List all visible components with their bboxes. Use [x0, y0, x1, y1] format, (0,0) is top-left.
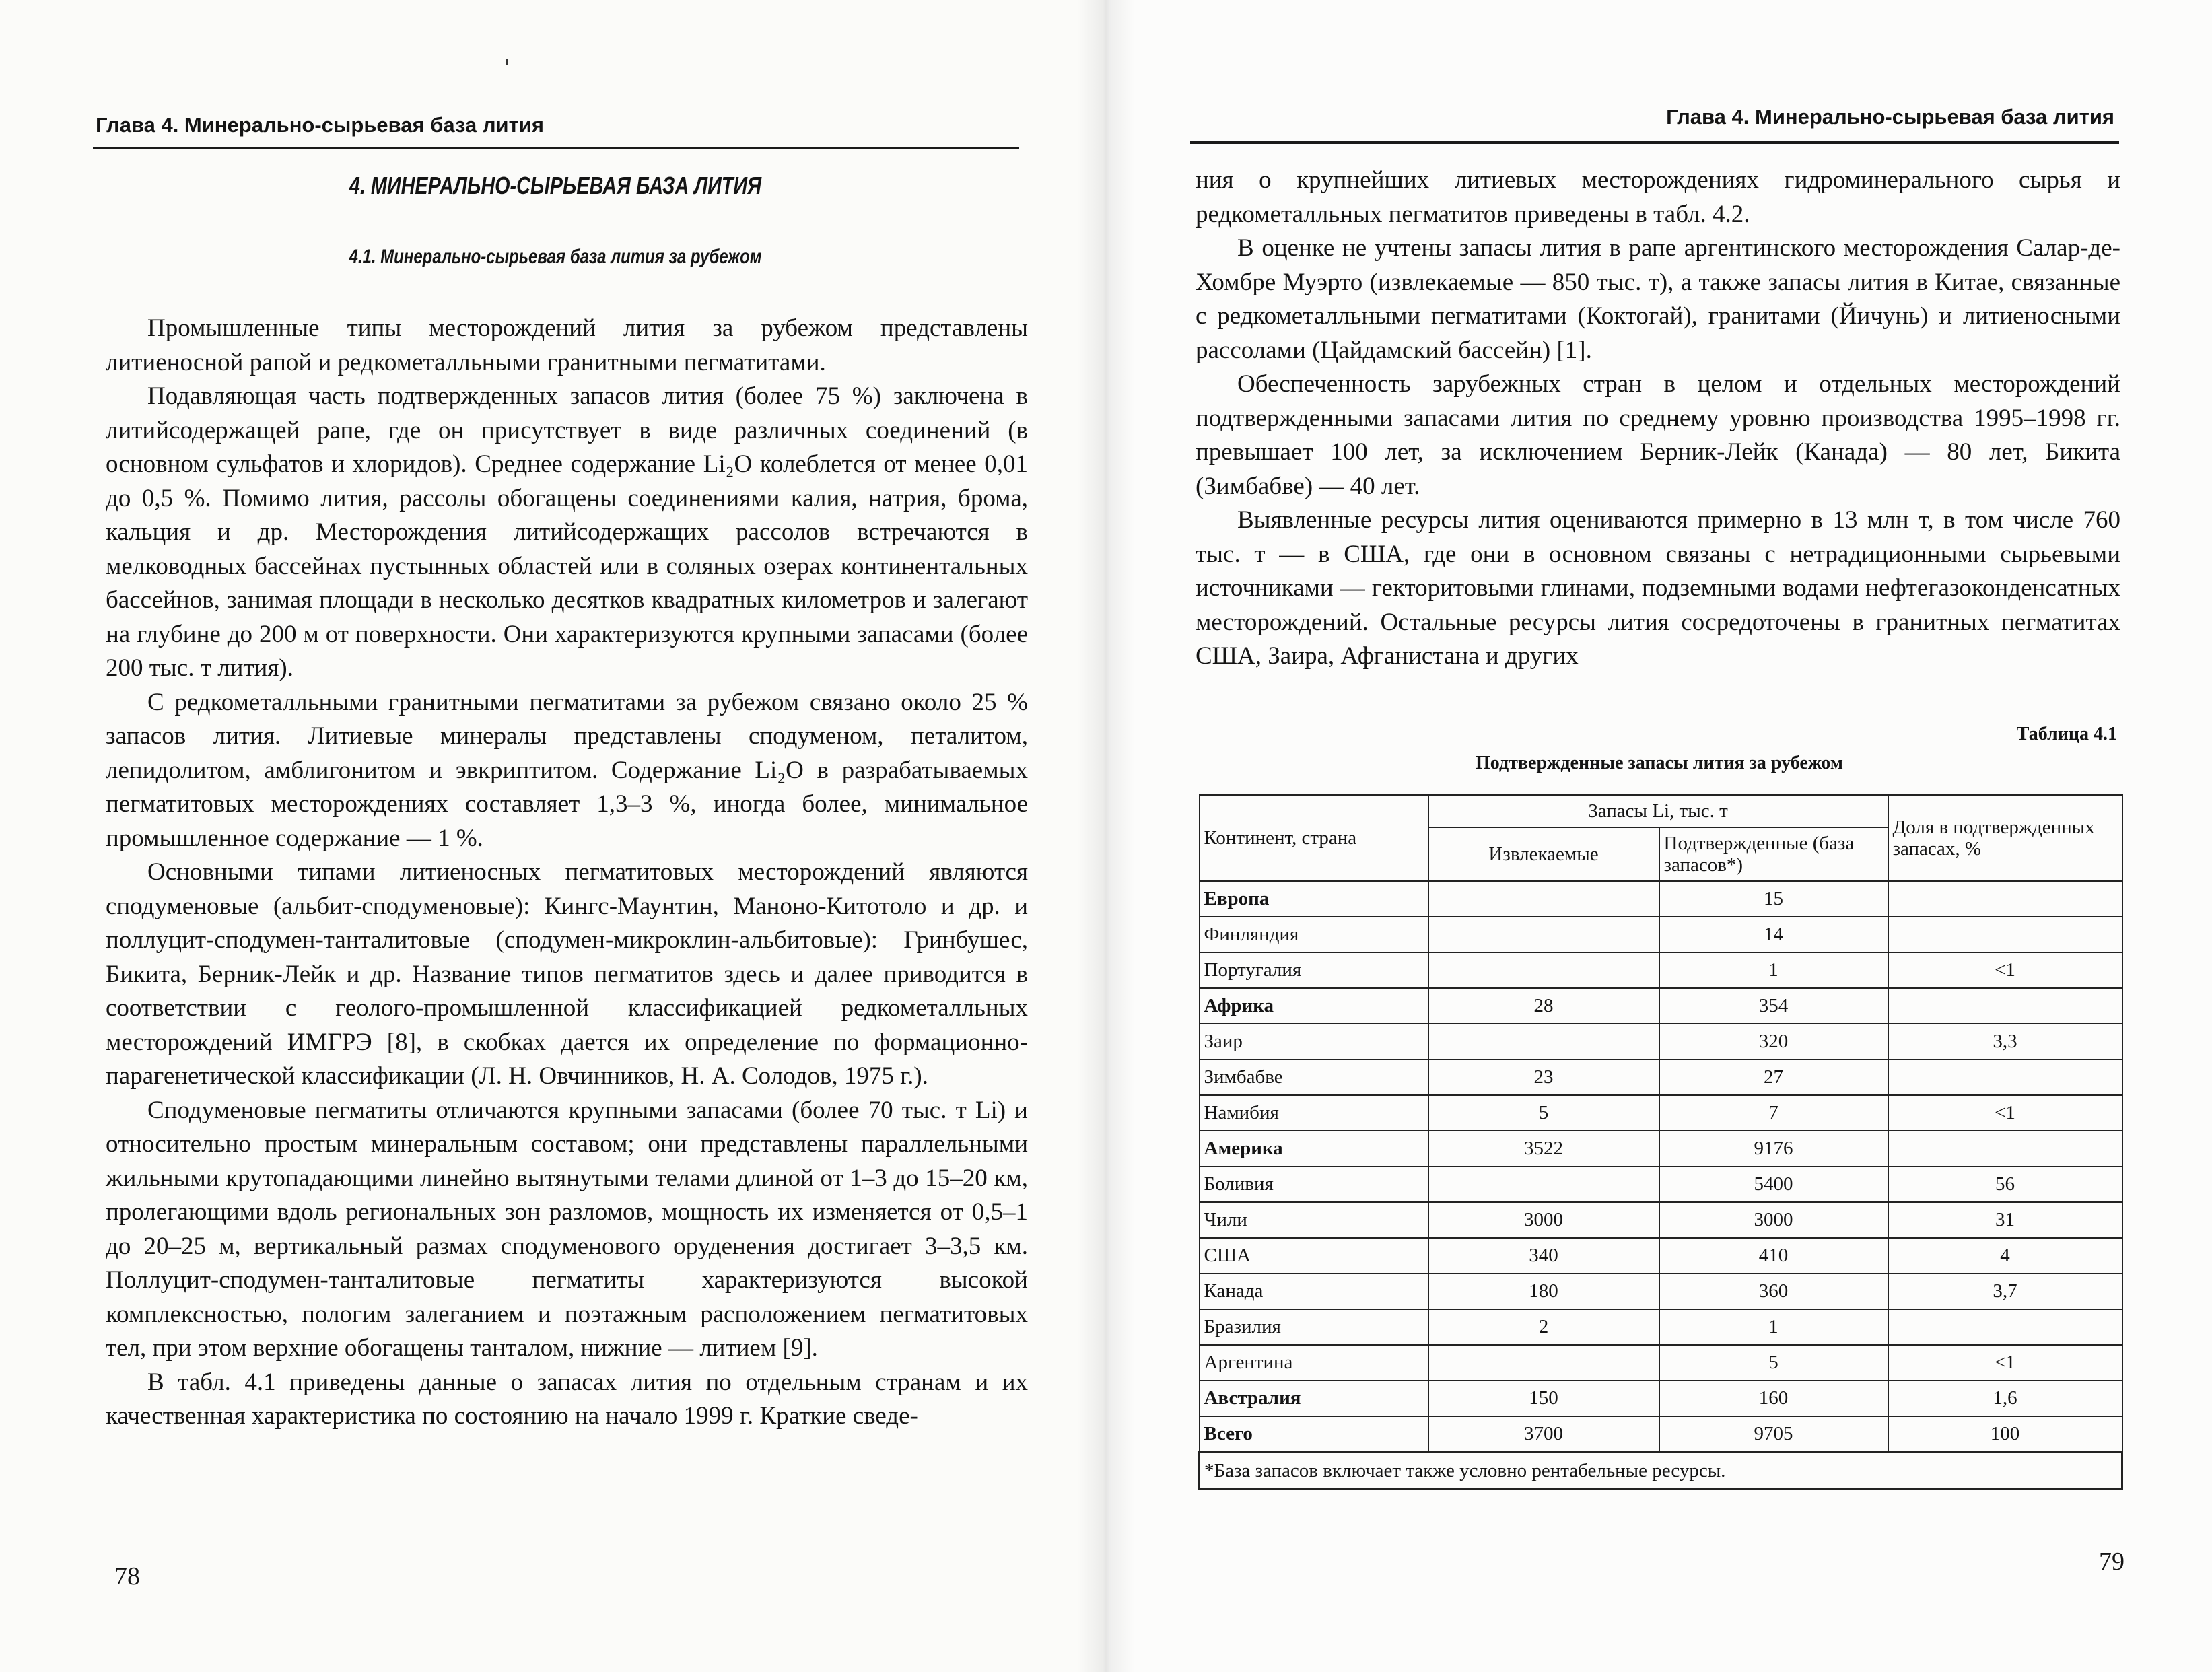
cell-share: 3,3 [1888, 1024, 2122, 1059]
table-row [1200, 1131, 2122, 1166]
left-page-number: 78 [114, 1562, 140, 1591]
cell-share [1888, 917, 2122, 952]
cell-confirmed: 14 [1659, 917, 1888, 952]
cell-confirmed: 27 [1659, 1059, 1888, 1095]
cell-share [1888, 1059, 2122, 1095]
cell-recoverable: 3700 [1428, 1416, 1659, 1453]
cell-confirmed: 3000 [1659, 1202, 1888, 1238]
cell-country: Зимбабве [1200, 1059, 1428, 1095]
cell-country: Всего [1200, 1416, 1428, 1453]
table-body [1200, 881, 2122, 1453]
cell-country: Боливия [1200, 1166, 1428, 1202]
cell-share: <1 [1888, 1345, 2122, 1381]
table-row [1200, 1059, 2122, 1095]
cell-confirmed: 9176 [1659, 1131, 1888, 1166]
cell-share [1888, 1309, 2122, 1345]
table-row [1200, 1202, 2122, 1238]
cell-confirmed: 15 [1659, 881, 1888, 917]
cell-recoverable [1428, 1166, 1659, 1202]
table-row [1200, 1238, 2122, 1274]
cell-confirmed: 354 [1659, 988, 1888, 1024]
cell-share: <1 [1888, 952, 2122, 988]
table-number: Таблица 4.1 [2016, 724, 2117, 744]
table-row [1200, 1345, 2122, 1381]
paragraph: С редкометалльными гранитными пегматитами за рубежом связано около 25 % запасов лития. Литиевые минералы представлены сподуменом, петалитом, лепидолитом, амблигонитом и эвкриптитом. Содержание Li₂O в разрабатываемых пегматитовых месторождениях составляет 1,3–3 %, иногда более, минимальное промышленное содержание — 1 %. [106, 688, 1028, 852]
cell-share: 1,6 [1888, 1381, 2122, 1416]
cell-confirmed: 7 [1659, 1095, 1888, 1131]
cell-recoverable: 3000 [1428, 1202, 1659, 1238]
left-body-text [106, 312, 1028, 1434]
cell-confirmed: 5 [1659, 1345, 1888, 1381]
header-confirmed: Подтвержденные (база запасов*) [1659, 827, 1888, 881]
lithium-reserves-table [1198, 794, 2123, 1490]
table-title: Подтвержденные запасы лития за рубежом [1476, 753, 1843, 773]
cell-country: Европа [1200, 881, 1428, 917]
cell-confirmed: 320 [1659, 1024, 1888, 1059]
paragraph: Основными типами литиеносных пегматитовых месторождений являются сподуменовые (альбит-сподуменовые): Кингс-Маунтин, Маноно-Китотоло и др. и поллуцит-сподумен-танталитовые (сподумен-микроклин-альбитовые): Гринбушес, Бикита, Берник-Лейк и др. Название типов пегматитов здесь и далее приводится в соответствии с геолого-промышленной классификацией редкометалльных месторождений ИМГРЭ [8], в скобках дается их определение по формационно-парагенетической классификации (Л. Н. Овчинников, Н. А. Солодов, 1975 г.). [106, 858, 1028, 1090]
cell-recoverable: 180 [1428, 1274, 1659, 1309]
cell-recoverable [1428, 881, 1659, 917]
right-header-rule [1190, 141, 2119, 144]
cell-country: Аргентина [1200, 1345, 1428, 1381]
header-reserves-group: Запасы Li, тыс. т [1428, 795, 1888, 827]
cell-recoverable [1428, 1024, 1659, 1059]
cell-recoverable: 5 [1428, 1095, 1659, 1131]
cell-share: 100 [1888, 1416, 2122, 1453]
table-row [1200, 881, 2122, 917]
left-running-head: Глава 4. Минерально-сырьевая база лития [96, 113, 544, 137]
paragraph: В оценке не учтены запасы лития в рапе аргентинского месторождения Салар-де-Хомбре Муэрто (извлекаемые — 850 тыс. т), а также запасы лития в Китае, связанные с редкометалльными пегматитами (Коктогай), гранитами (Йичунь) и литиеносными рассолами (Цайдамский бассейн) [1]. [1196, 234, 2120, 364]
cell-confirmed: 360 [1659, 1274, 1888, 1309]
cell-country: Африка [1200, 988, 1428, 1024]
right-body-text [1196, 164, 2120, 674]
cell-country: Намибия [1200, 1095, 1428, 1131]
cell-country: Австралия [1200, 1381, 1428, 1416]
cell-share [1888, 1131, 2122, 1166]
table-row [1200, 1381, 2122, 1416]
cell-share [1888, 988, 2122, 1024]
cell-share [1888, 881, 2122, 917]
section-title: 4.1. Минерально-сырьевая база лития за рубежом [349, 246, 762, 268]
table-row [1200, 1309, 2122, 1345]
paragraph: Промышленные типы месторождений лития за рубежом представлены литиеносной рапой и редкометалльными гранитными пегматитами. [106, 314, 1028, 376]
paragraph: ния о крупнейших литиевых месторождениях гидроминерального сырья и редкометалльных пегматитов приведены в табл. 4.2. [1196, 166, 2120, 228]
right-running-head: Глава 4. Минерально-сырьевая база лития [1666, 105, 2114, 129]
paragraph: Обеспеченность зарубежных стран в целом и отдельных месторождений подтвержденными запасами лития по среднему уровню производства 1995–1998 гг. превышает 100 лет, за исключением Берник-Лейк (Канада) — 80 лет, Бикита (Зимбабве) — 40 лет. [1196, 370, 2120, 500]
table-row [1200, 1095, 2122, 1131]
cell-country: Португалия [1200, 952, 1428, 988]
cell-share: 4 [1888, 1238, 2122, 1274]
table-row [1200, 1024, 2122, 1059]
cell-recoverable: 3522 [1428, 1131, 1659, 1166]
cell-country: США [1200, 1238, 1428, 1274]
cell-recoverable: 23 [1428, 1059, 1659, 1095]
cell-confirmed: 160 [1659, 1381, 1888, 1416]
cell-share: 56 [1888, 1166, 2122, 1202]
table-row [1200, 988, 2122, 1024]
table-row [1200, 952, 2122, 988]
right-page-number: 79 [2099, 1547, 2124, 1576]
cell-recoverable: 2 [1428, 1309, 1659, 1345]
cell-recoverable: 150 [1428, 1381, 1659, 1416]
cell-confirmed: 1 [1659, 952, 1888, 988]
table-row [1200, 917, 2122, 952]
cell-country: Заир [1200, 1024, 1428, 1059]
chapter-title: 4. МИНЕРАЛЬНО-СЫРЬЕВАЯ БАЗА ЛИТИЯ [349, 172, 762, 199]
cell-confirmed: 5400 [1659, 1166, 1888, 1202]
cell-share: 3,7 [1888, 1274, 2122, 1309]
cell-country: Америка [1200, 1131, 1428, 1166]
cell-confirmed: 9705 [1659, 1416, 1888, 1453]
cell-country: Чили [1200, 1202, 1428, 1238]
cell-country: Бразилия [1200, 1309, 1428, 1345]
cell-confirmed: 1 [1659, 1309, 1888, 1345]
paragraph: Сподуменовые пегматиты отличаются крупными запасами (более 70 тыс. т Li) и относительно простым минеральным составом; они представлены параллельными жильными крутопадающими линейно вытянутыми телами длиной от 1–3 до 15–20 км, пролегающими вдоль региональных зон разломов, мощность их изменяется от 0,5–1 до 20–25 м, вертикальный размах сподуменового оруденения достигает 3–3,5 км. Поллуцит-сподумен-танталитовые пегматиты характеризуются высокой комплексностью, пологим залеганием и поэтажным расположением пегматитовых тел, при этом верхние обогащены танталом, нижние — литием [9]. [106, 1096, 1028, 1362]
header-recoverable: Извлекаемые [1428, 827, 1659, 881]
table-footnote: *База запасов включает также условно рентабельные ресурсы. [1200, 1453, 2122, 1490]
paragraph: Выявленные ресурсы лития оцениваются примерно в 13 млн т, в том числе 760 тыс. т — в США, где они в основном связаны с нетрадиционными сырьевыми источниками — гекторитовыми глинами, подземными водами нефтегазоконденсатных месторождений. Остальные ресурсы лития сосредоточены в гранитных пегматитах США, Заира, Афганистана и других [1196, 506, 2120, 670]
table-row [1200, 1416, 2122, 1453]
cell-share: <1 [1888, 1095, 2122, 1131]
cell-recoverable [1428, 952, 1659, 988]
table-row [1200, 1166, 2122, 1202]
header-country: Континент, страна [1200, 795, 1428, 881]
table-row [1200, 1274, 2122, 1309]
cell-recoverable [1428, 917, 1659, 952]
cell-recoverable: 28 [1428, 988, 1659, 1024]
cell-share: 31 [1888, 1202, 2122, 1238]
cell-confirmed: 410 [1659, 1238, 1888, 1274]
cell-recoverable: 340 [1428, 1238, 1659, 1274]
paragraph: Подавляющая часть подтвержденных запасов лития (более 75 %) заключена в литийсодержащей рапе, где он присутствует в виде различных соединений (в основном сульфатов и хлоридов). Среднее содержание Li₂O колеблется от менее 0,01 до 0,5 %. Помимо лития, рассолы обогащены соединениями калия, натрия, брома, кальция и др. Месторождения литийсодержащих рассолов встречаются в мелководных бассейнах пустынных областей или в соляных озерах континентальных бассейнов, занимая площади в несколько десятков квадратных километров и залегают на глубине до 200 м от поверхности. Они характеризуются крупными запасами (более 200 тыс. т лития). [106, 382, 1028, 682]
book-gutter [1077, 0, 1135, 1672]
scan-speck [506, 59, 508, 65]
cell-country: Канада [1200, 1274, 1428, 1309]
header-share: Доля в подтвержденных запасах, % [1888, 795, 2122, 881]
cell-recoverable [1428, 1345, 1659, 1381]
paragraph: В табл. 4.1 приведены данные о запасах лития по отдельным странам и их качественная характеристика по состоянию на начало 1999 г. Краткие сведе- [106, 1368, 1028, 1430]
cell-country: Финляндия [1200, 917, 1428, 952]
left-header-rule [93, 147, 1019, 149]
